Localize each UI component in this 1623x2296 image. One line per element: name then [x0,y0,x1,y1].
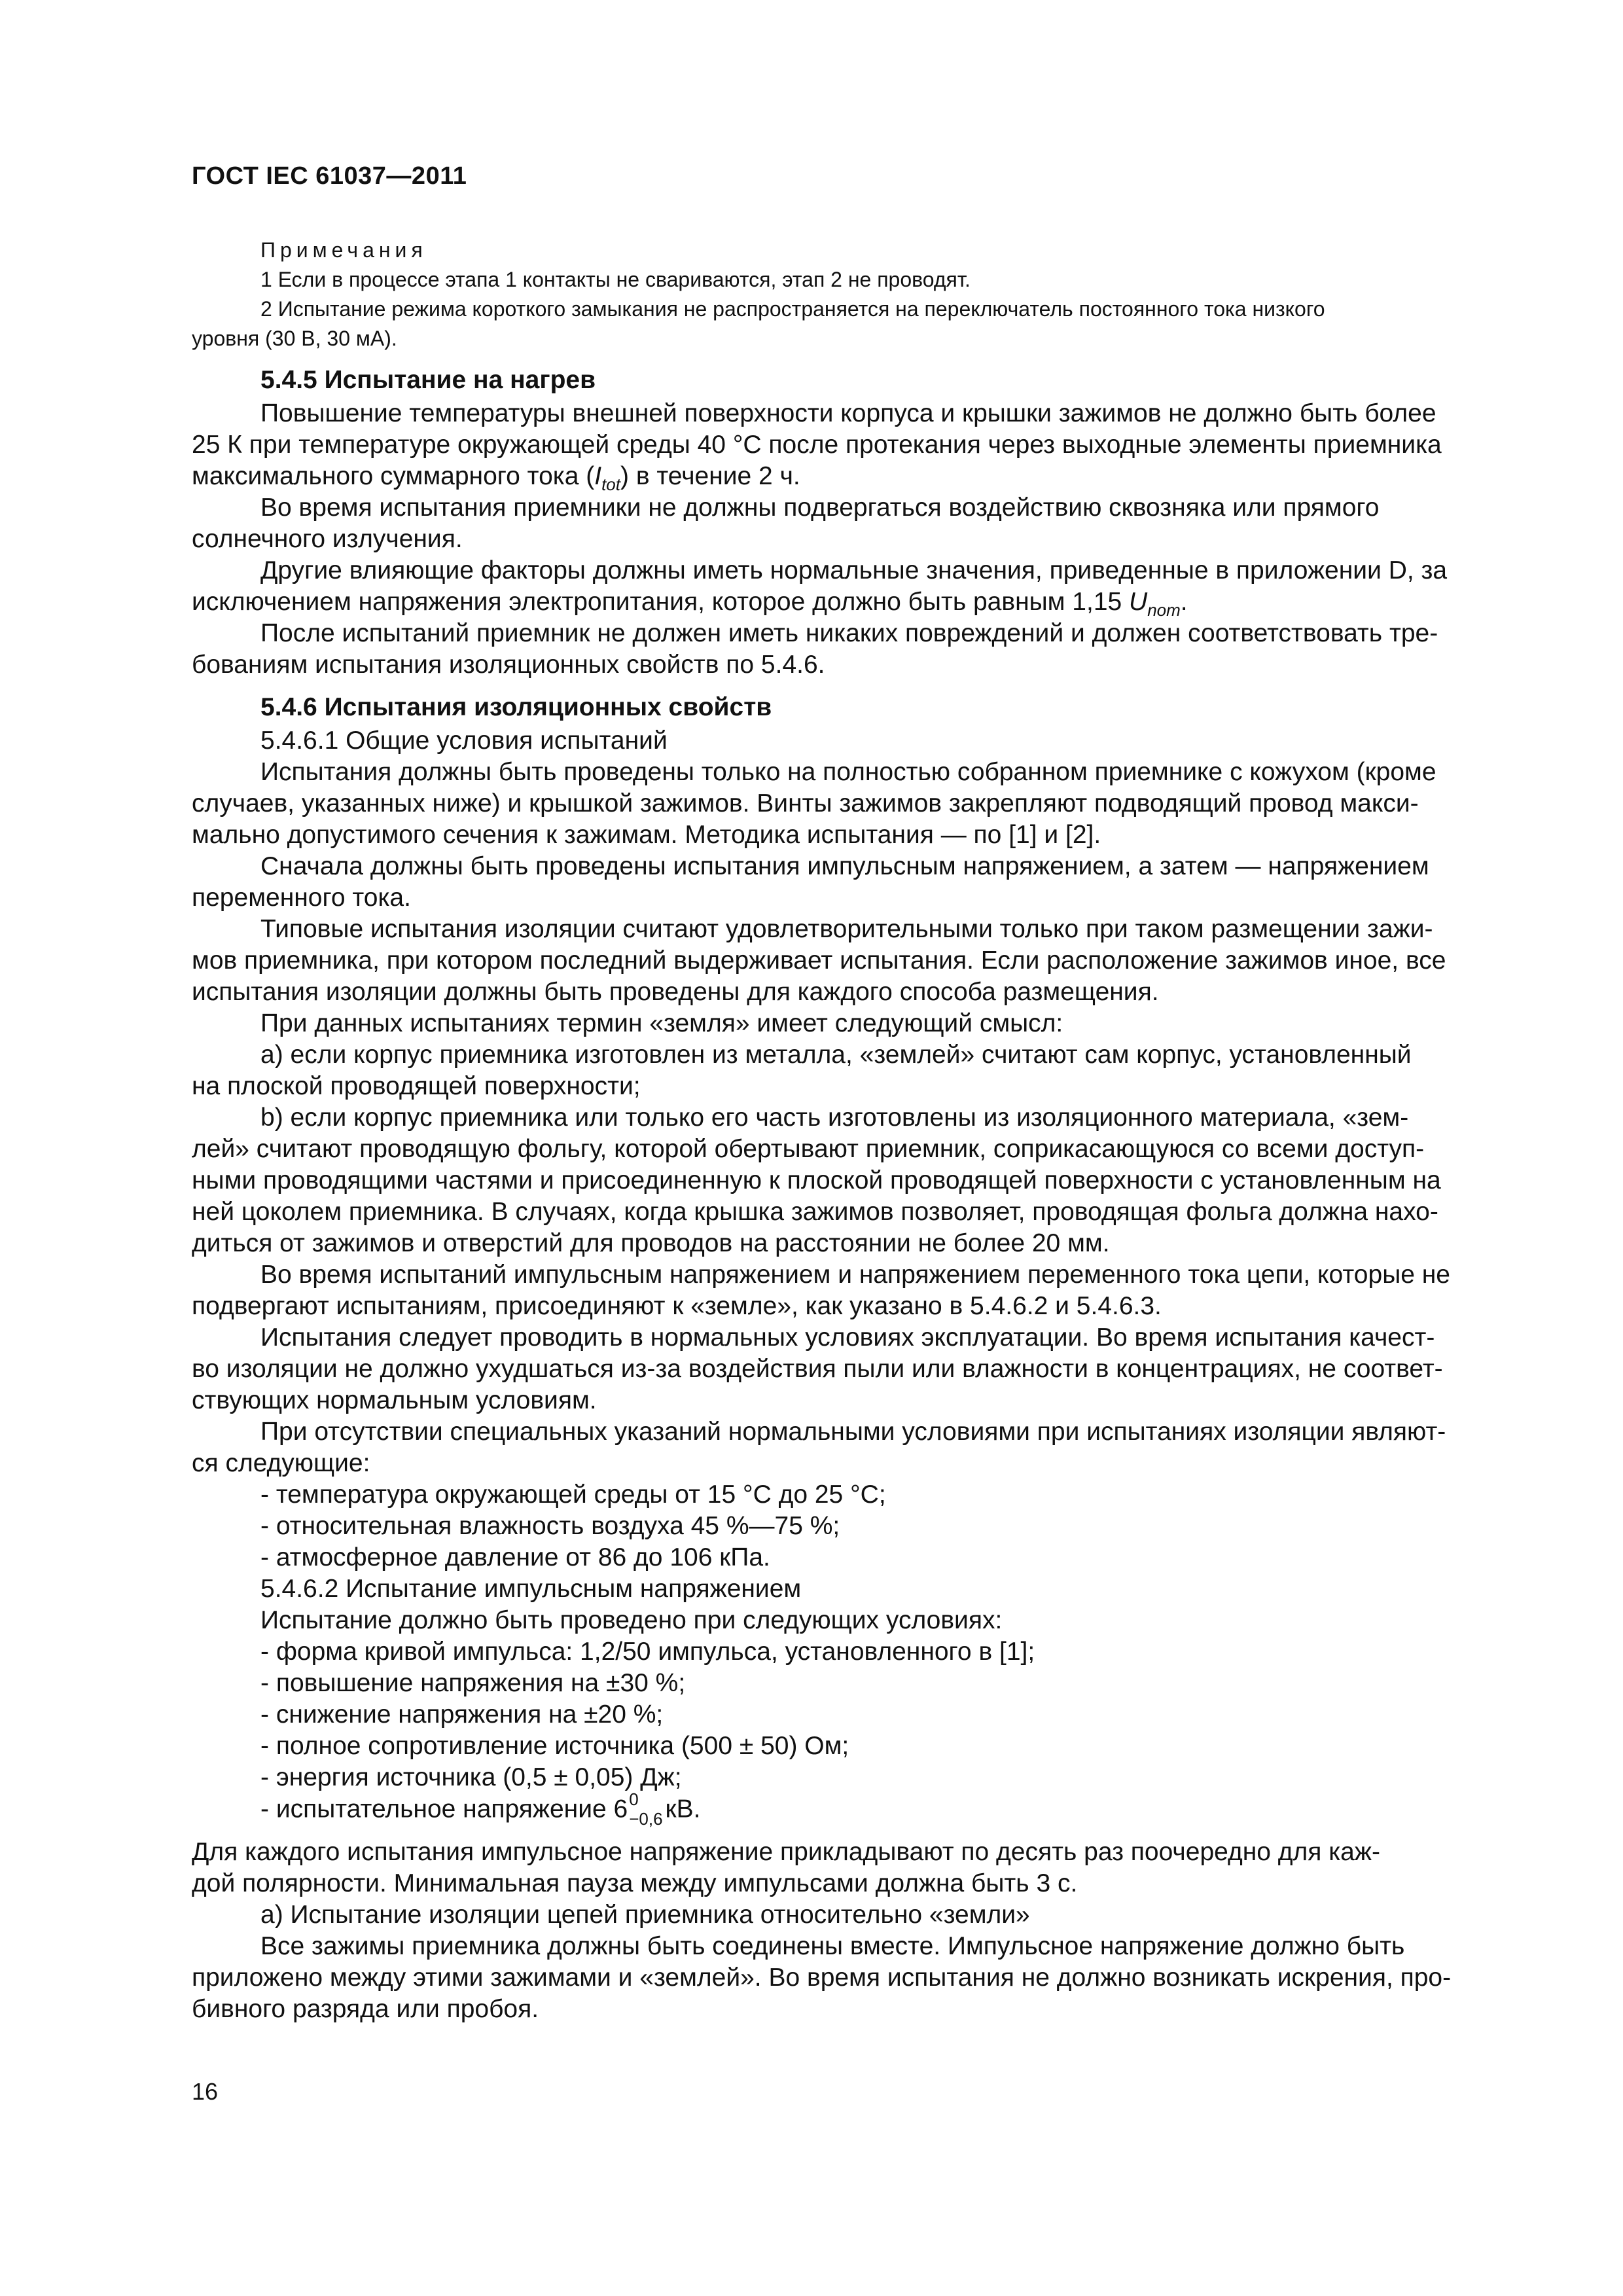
paragraph: ствующих нормальным условиям. [192,1386,597,1414]
list-item-b: ными проводящими частями и присоединенную к плоской проводящей поверхности с установленным на [192,1166,1441,1194]
paragraph: мально допустимого сечения к зажимам. Методика испытания — по [1] и [2]. [192,821,1101,849]
symbol-u: U [1129,588,1148,616]
paragraph: ся следующие: [192,1449,370,1477]
note-1: 1 Если в процессе этапа 1 контакты не свариваются, этап 2 не проводят. [260,268,971,291]
condition-item: - энергия источника (0,5 ± 0,05) Дж; [260,1763,682,1791]
paragraph: исключением напряжения электропитания, которое должно быть равным 1,15 $U_{nom}$. [192,588,1188,620]
list-item-b: диться от зажимов и отверстий для проводов на расстоянии не более 20 мм. [192,1229,1110,1257]
paragraph: После испытаний приемник не должен иметь никаких повреждений и должен соответствовать тре- [260,619,1438,647]
subsection-5-4-6-2: 5.4.6.2 Испытание импульсным напряжением [260,1575,802,1603]
list-item-a: на плоской проводящей поверхности; [192,1072,641,1100]
paragraph: Для каждого испытания импульсное напряжение прикладывают по десять раз поочередно для каж- [192,1838,1380,1866]
paragraph: мов приемника, при котором последний выдерживает испытания. Если расположение зажимов иное, все [192,946,1446,975]
subsection-5-4-6-1: 5.4.6.1 Общие условия испытаний [260,726,668,755]
paragraph: бованиям испытания изоляционных свойств по 5.4.6. [192,651,825,679]
paragraph: Сначала должны быть проведены испытания импульсным напряжением, а затем — напряжением [260,852,1429,880]
condition-item: - относительная влажность воздуха 45 %—75 %; [260,1512,840,1540]
paragraph: переменного тока. [192,884,411,912]
list-item-a: a) Испытание изоляции цепей приемника относительно «земли» [260,1901,1030,1929]
list-item-a: a) если корпус приемника изготовлен из металла, «землей» считают сам корпус, установленный [260,1041,1412,1069]
paragraph: случаев, указанных ниже) и крышкой зажимов. Винты зажимов закрепляют подводящий провод макси- [192,789,1419,817]
condition-item: - полное сопротивление источника (500 ± 50) Ом; [260,1732,849,1760]
paragraph: Во время испытания приемники не должны подвергаться воздействию сквозняка или прямого [260,493,1380,522]
paragraph: максимального суммарного тока $(I_{tot})$ в течение 2 ч. [192,462,800,494]
paragraph: солнечного излучения. [192,525,463,553]
page-content [192,236,1500,2025]
paragraph: Типовые испытания изоляции считают удовлетворительными только при таком размещении зажи- [260,915,1433,943]
paragraph: подвергают испытаниям, присоединяют к «земле», как указано в 5.4.6.2 и 5.4.6.3. [192,1292,1162,1320]
note-2-line-1: 2 Испытание режима короткого замыкания не распространяется на переключатель постоянного тока низкого [260,297,1325,321]
paragraph: во изоляции не должно ухудшаться из-за воздействия пыли или влажности в концентрациях, не соответ- [192,1355,1443,1383]
paragraph: Испытание должно быть проведено при следующих условиях: [260,1606,1003,1634]
paragraph: Все зажимы приемника должны быть соединены вместе. Импульсное напряжение должно быть [260,1932,1405,1960]
paragraph: Другие влияющие факторы должны иметь нормальные значения, приведенные в приложении D, за [260,556,1448,584]
paragraph: дой полярности. Минимальная пауза между импульсами должна быть 3 с. [192,1869,1078,1897]
subscript-tot: tot [601,474,620,494]
paragraph: Испытания следует проводить в нормальных условиях эксплуатации. Во время испытания качест- [260,1323,1435,1352]
notes-block [192,236,1500,353]
condition-item: - атмосферное давление от 86 до 106 кПа. [260,1543,770,1571]
standard-header: ГОСТ IEC 61037—2011 [192,162,467,190]
section-5-4-5-heading: 5.4.5 Испытание на нагрев [260,366,596,394]
condition-item: - повышение напряжения на ±30 %; [260,1669,686,1697]
page-number: 16 [192,2078,219,2105]
section-5-4-6-heading: 5.4.6 Испытания изоляционных свойств [260,693,772,721]
list-item-b: b) если корпус приемника или только его часть изготовлены из изоляционного материала, «зем- [260,1103,1409,1132]
list-item-b: ней цоколем приемника. В случаях, когда крышка зажимов позволяет, проводящая фольга должна нахо- [192,1198,1438,1226]
paragraph: При данных испытаниях термин «земля» имеет следующий смысл: [260,1009,1063,1037]
symbol-i: I [594,462,602,490]
paragraph: Испытания должны быть проведены только на полностью собранном приемнике с кожухом (кроме [260,758,1436,786]
subscript-nom: nom [1147,600,1181,620]
paragraph: Во время испытаний импульсным напряжением и напряжением переменного тока цепи, которые не [260,1261,1450,1289]
list-item-b: лей» считают проводящую фольгу, которой обертывают приемник, соприкасающуюся со всеми доступ- [192,1135,1425,1163]
paragraph: испытания изоляции должны быть проведены для каждого способа размещения. [192,978,1159,1006]
condition-item: - температура окружающей среды от 15 °С до 25 °С; [260,1480,886,1509]
note-2-line-2: уровня (30 В, 30 мА). [192,327,397,350]
condition-item: - форма кривой импульса: 1,2/50 импульса, установленного в [1]; [260,1638,1035,1666]
paragraph: 25 К при температуре окружающей среды 40 °С после протекания через выходные элементы приемника [192,431,1442,459]
tolerance: 0 −0,6 [629,1789,663,1829]
paragraph: бивного разряда или пробоя. [192,1995,539,2023]
condition-item-test-voltage: - испытательное напряжение 6 0 −0,6 кВ. [260,1789,701,1829]
paragraph: приложено между этими зажимами и «землей». Во время испытания не должно возникать искрения, про- [192,1964,1452,1992]
paragraph: При отсутствии специальных указаний нормальными условиями при испытаниях изоляции являют- [260,1418,1446,1446]
paragraph: Повышение температуры внешней поверхности корпуса и крышки зажимов не должно быть более [260,399,1436,427]
condition-item: - снижение напряжения на ±20 %; [260,1700,664,1729]
notes-title: Примечания [260,238,427,262]
